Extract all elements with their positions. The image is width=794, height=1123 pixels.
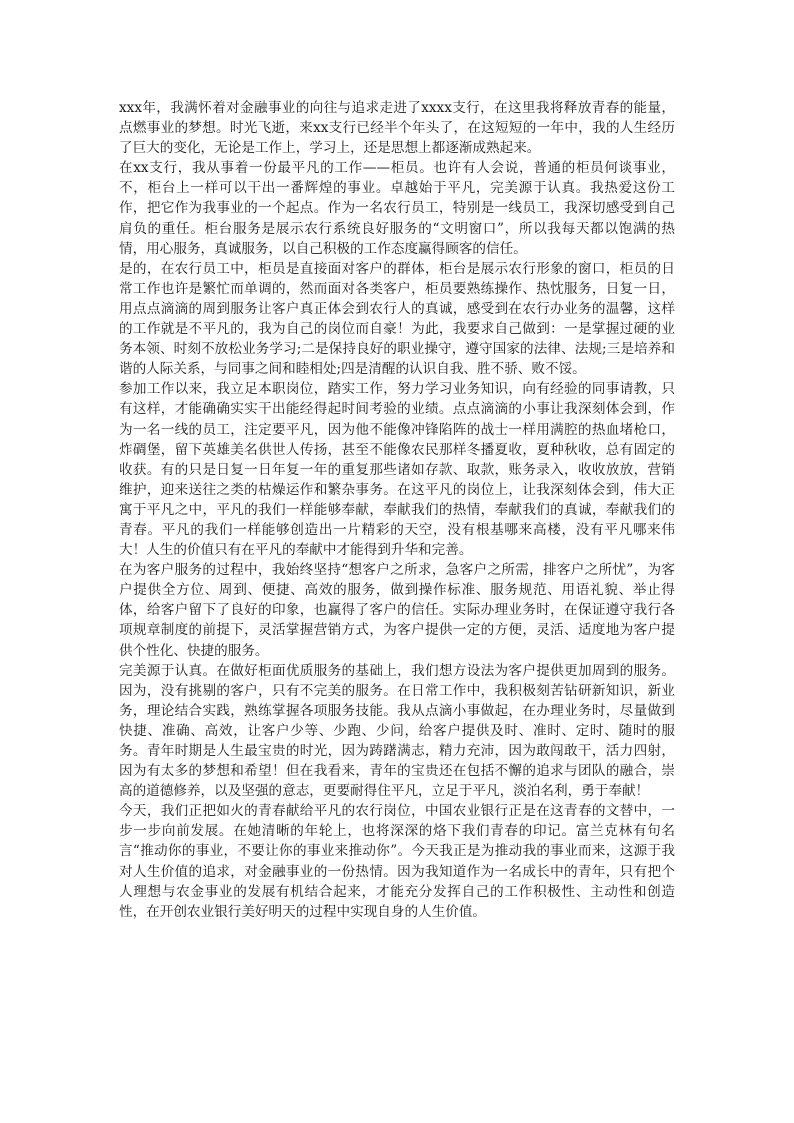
paragraph-5: 在为客户服务的过程中，我始终坚持“想客户之所求，急客户之所需，排客户之所忧”，为客户提供全方位、周到、便捷、高效的服务，做到操作标准、服务规范、用语礼貌、举止得体，给客户留下了良好的印象，也赢得了客户的信任。实际办理业务时，在保证遵守我行各项规章制度的前提下，灵活掌握营销方式，为客户提供一定的方便，灵活、适度地为客户提供个性化、快捷的服务。 [119,562,675,659]
paragraph-6: 完美源于认真。在做好柜面优质服务的基础上，我们想方设法为客户提供更加周到的服务。因为，没有挑剔的客户，只有不完美的服务。在日常工作中，我积极刻苦钻研新知识，新业务，理论结合实践，熟练掌握各项服务技能。我从点滴小事做起，在办理业务时，尽量做到快捷、准确、高效，让客户少等、少跑、少问，给客户提供及时、准时、定时、随时的服务。青年时期是人生最宝贵的时光，因为踌躇满志，精力充沛，因为敢闯敢干，活力四射，因为有太多的梦想和希望！但在我看来，青年的宝贵还在包括不懈的追求与团队的融合，崇高的道德修养，以及坚强的意志，更要耐得住平凡，立足于平凡，淡泊名利，勇于奉献！ [119,662,675,800]
document-body [119,98,675,922]
paragraph-3: 是的，在农行员工中，柜员是直接面对客户的群体，柜台是展示农行形象的窗口，柜员的日常工作也许是繁忙而单调的，然而面对各类客户，柜员要熟练操作、热忱服务，日复一日，用点点滴滴的周到服务让客户真正体会到农行人的真诚，感受到在农行办业务的温馨，这样的工作就是不平凡的，我为自己的岗位而自豪！为此，我要求自己做到：一是掌握过硬的业务本领、时刻不放松业务学习;二是保持良好的职业操守，遵守国家的法律、法规;三是培养和谐的人际关系，与同事之间和睦相处;四是清醒的认识自我、胜不骄、败不馁。 [119,260,675,378]
paragraph-7: 今天，我们正把如火的青春献给平凡的农行岗位，中国农业银行正是在这青春的文替中，一步一步向前发展。在她清晰的年轮上，也将深深的烙下我们青春的印记。富兰克林有句名言“推动你的事业，不要让你的事业来推动你”。今天我正是为推动我的事业而来，这源于我对人生价值的追求，对金融事业的一份热情。因为我知道作为一名成长中的青年，只有把个人理想与农金事业的发展有机结合起来，才能充分发挥自己的工作积极性、主动性和创造性，在开创农业银行美好明天的过程中实现自身的人生价值。 [119,803,675,920]
paragraph-2: 在xx支行，我从事着一份最平凡的工作——柜员。也许有人会说，普通的柜员何谈事业，不，柜台上一样可以干出一番辉煌的事业。卓越始于平凡，完美源于认真。我热爱这份工作，把它作为我事业的一个起点。作为一名农行员工，特别是一线员工，我深切感受到自己肩负的重任。柜台服务是展示农行系统良好服务的“文明窗口”，所以我每天都以饱满的热情，用心服务，真诚服务，以自己积极的工作态度赢得顾客的信任。 [119,160,675,257]
paragraph-4: 参加工作以来，我立足本职岗位，踏实工作，努力学习业务知识，向有经验的同事请教，只有这样，才能确确实实干出能经得起时间考验的业绩。点点滴滴的小事让我深刻体会到，作为一名一线的员工，注定要平凡，因为他不能像冲锋陷阵的战士一样用满腔的热血堵枪口，炸碉堡，留下英雄美名供世人传扬，甚至不能像农民那样冬播夏收，夏种秋收，总有固定的收获。有的只是日复一日年复一年的重复那些诸如存款、取款，账务录入，收收放放，营销维护，迎来送往之类的枯燥运作和繁杂事务。在这平凡的岗位上，让我深刻体会到，伟大正寓于平凡之中，平凡的我们一样能够奉献，奉献我们的热情，奉献我们的真诚，奉献我们的青春。平凡的我们一样能够创造出一片精彩的天空，没有根基哪来高楼，没有平凡哪来伟大！人生的价值只有在平凡的奉献中才能得到升华和完善。 [119,381,675,559]
paragraph-1: xxx年，我满怀着对金融事业的向往与追求走进了xxxx支行，在这里我将释放青春的能量，点燃事业的梦想。时光飞逝，来xx支行已经半个年头了，在这短短的一年中，我的人生经历了巨大的变化，无论是工作上，学习上，还是思想上都逐渐成熟起来。 [119,100,675,157]
